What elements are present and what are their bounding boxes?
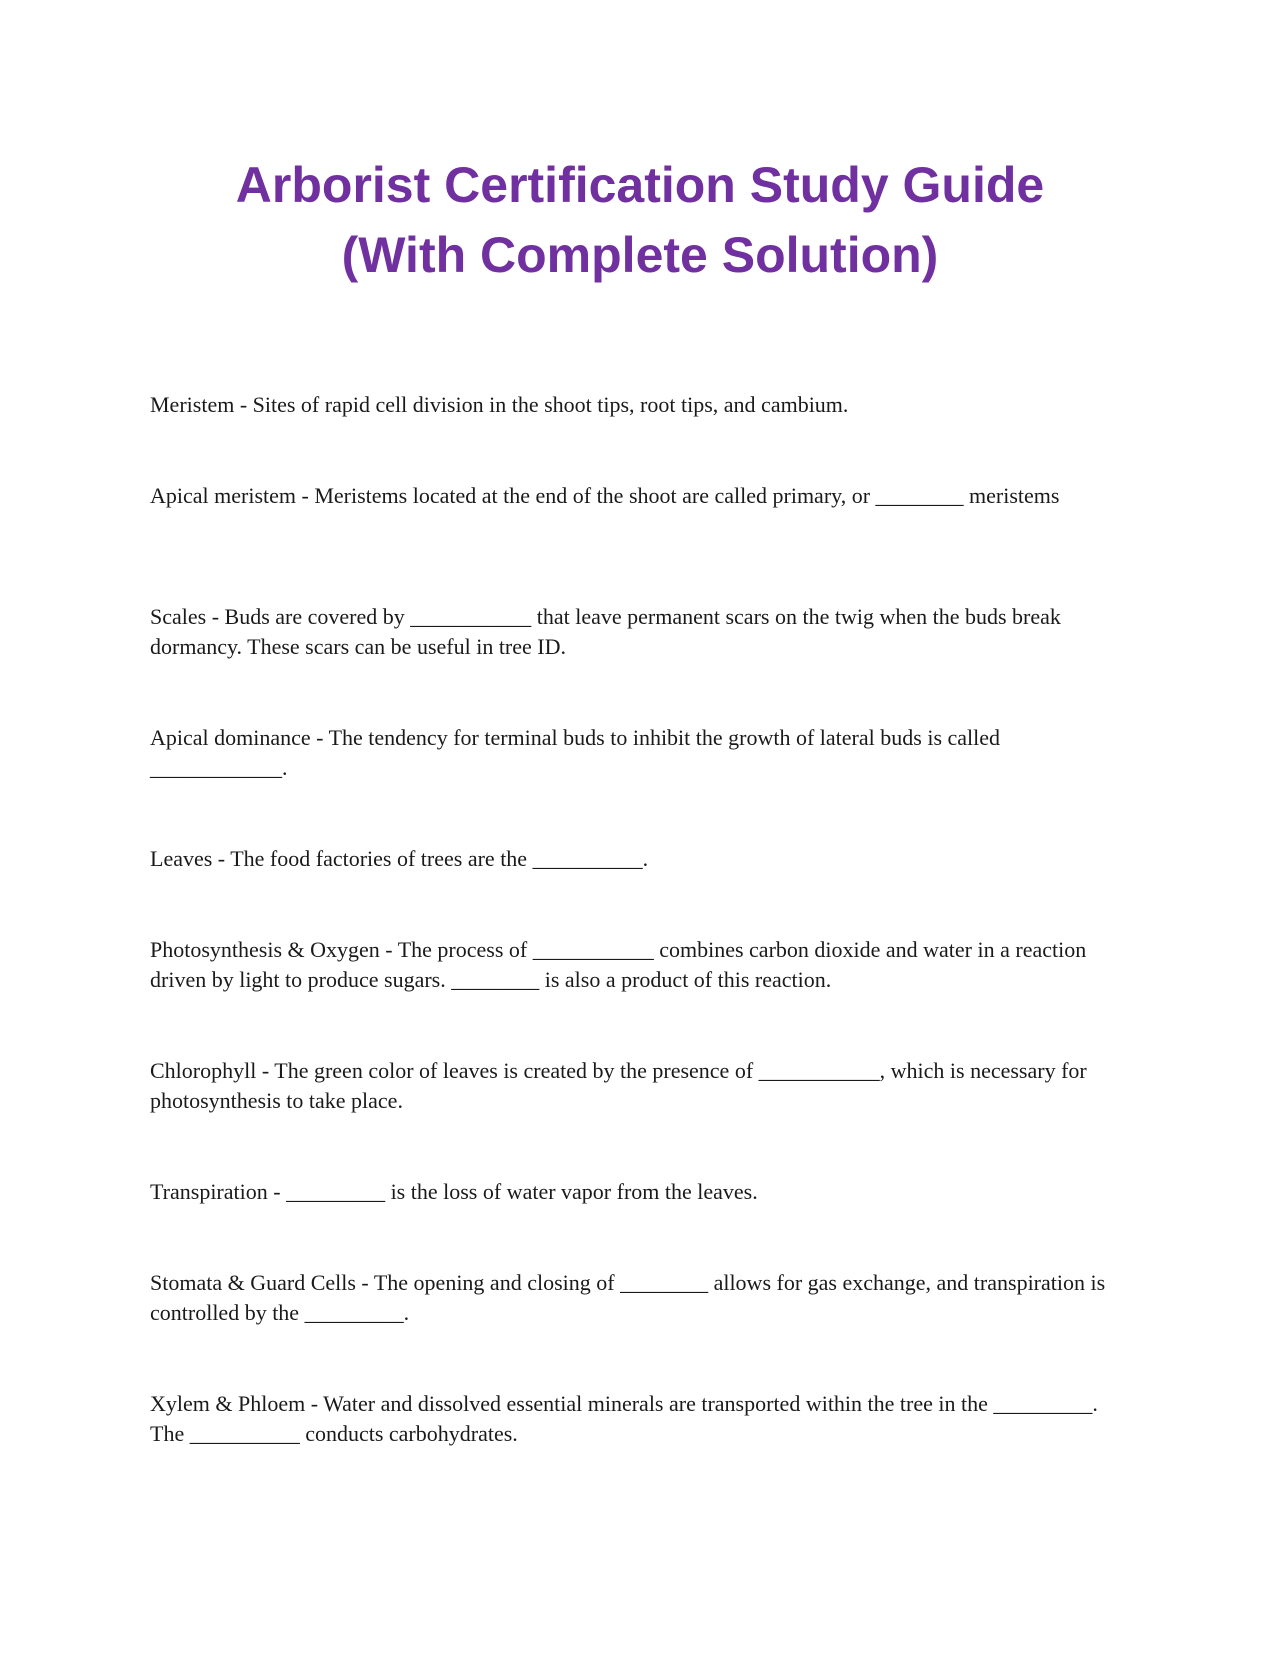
entry-apical-dominance: Apical dominance - The tendency for terminal buds to inhibit the growth of lateral buds is called ____________. <box>150 725 1001 780</box>
entry-chlorophyll: Chlorophyll - The green color of leaves is created by the presence of ___________, which is necessary for photosynthesis to take place. <box>150 1058 1087 1113</box>
entry-transpiration: Transpiration - _________ is the loss of water vapor from the leaves. <box>150 1179 758 1204</box>
title-line-2: (With Complete Solution) <box>341 227 939 283</box>
title-line-1: Arborist Certification Study Guide <box>235 157 1045 213</box>
entry-stomata: Stomata & Guard Cells - The opening and closing of ________ allows for gas exchange, and transpiration is controlled by the _________. <box>150 1270 1106 1325</box>
study-entries <box>150 390 1130 1510</box>
entry-scales: Scales - Buds are covered by ___________ that leave permanent scars on the twig when the buds break dormancy. These scars can be useful in tree ID. <box>150 604 1061 659</box>
entry-meristem: Meristem - Sites of rapid cell division in the shoot tips, root tips, and cambium. <box>150 392 849 417</box>
page-title <box>0 150 1280 290</box>
entry-photosynthesis: Photosynthesis & Oxygen - The process of ___________ combines carbon dioxide and water in a reaction driven by light to produce sugars. ________ is also a product of this reaction. <box>150 937 1087 992</box>
entry-leaves: Leaves - The food factories of trees are the __________. <box>150 846 649 871</box>
entry-apical-meristem: Apical meristem - Meristems located at the end of the shoot are called primary, or ________ meristems <box>150 483 1060 508</box>
entry-xylem-phloem: Xylem & Phloem - Water and dissolved essential minerals are transported within the tree in the _________. The __________ conducts carbohydrates. <box>150 1391 1098 1446</box>
